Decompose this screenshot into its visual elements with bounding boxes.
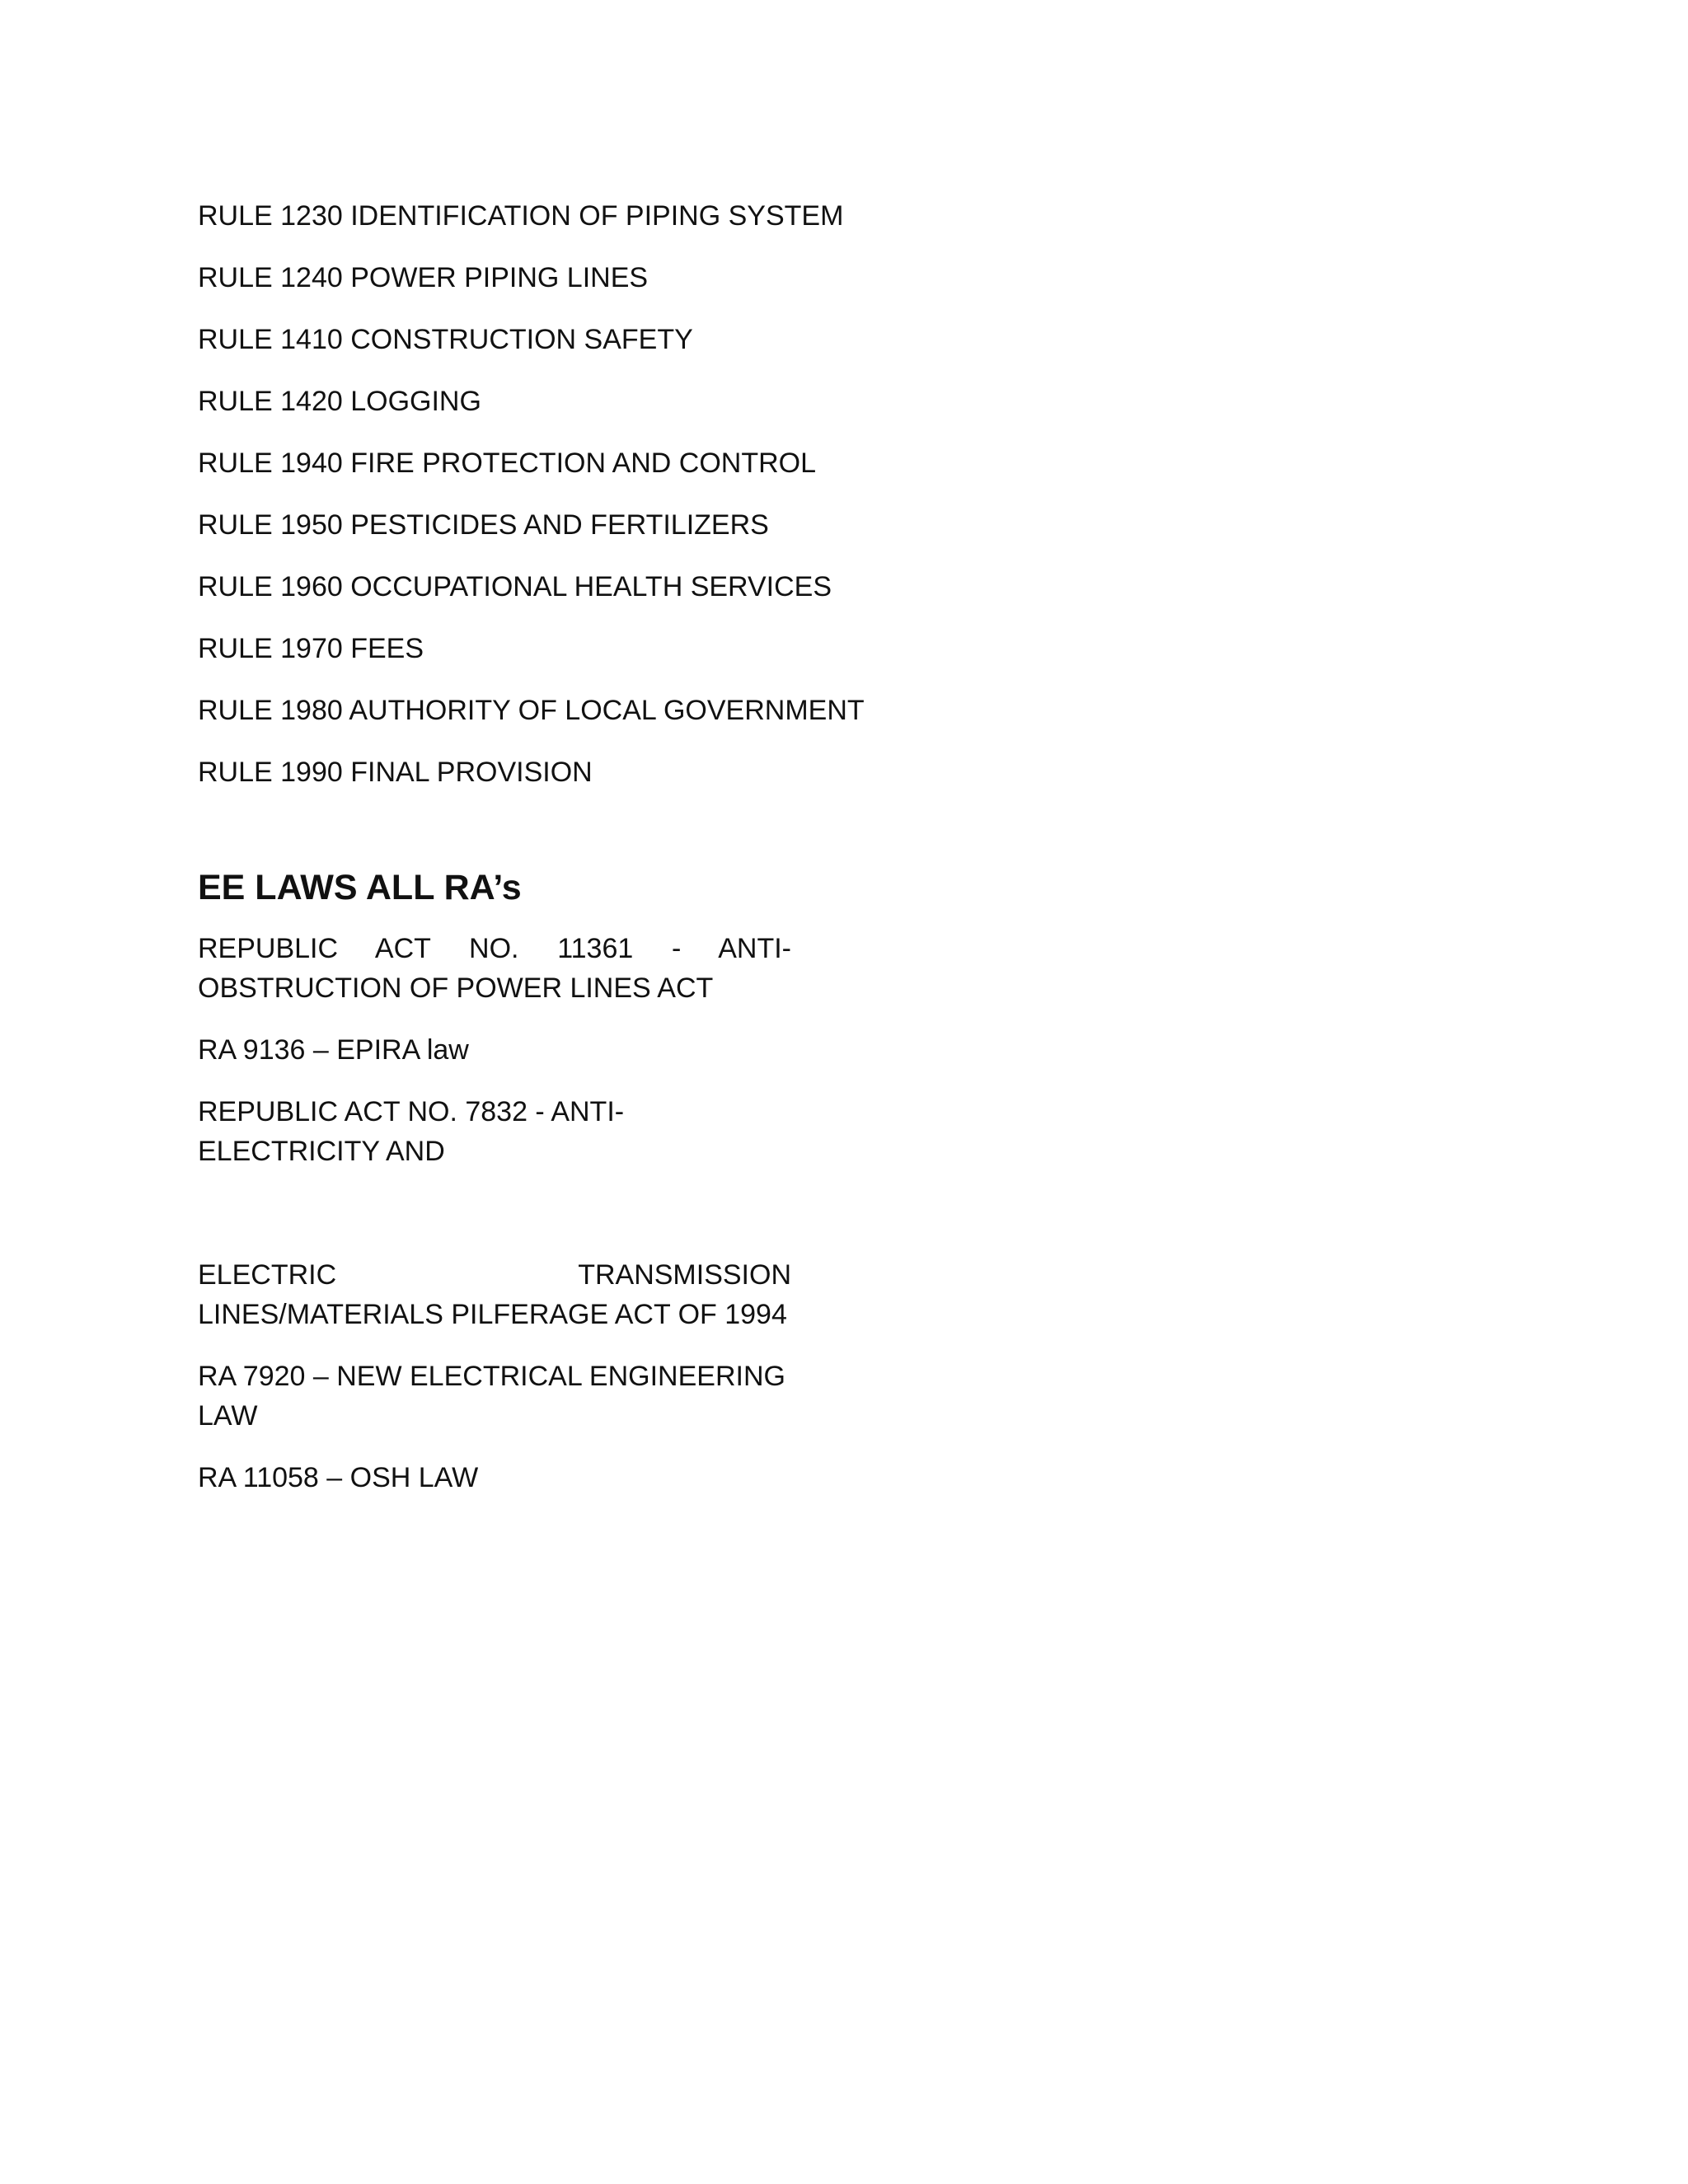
rule-1950: RULE 1950 PESTICIDES AND FERTILIZERS [198, 509, 769, 541]
rule-1420: RULE 1420 LOGGING [198, 386, 481, 417]
rule-1970: RULE 1970 FEES [198, 633, 424, 664]
law-ra-7920: RA 7920 – NEW ELECTRICAL ENGINEERING LAW [198, 1361, 785, 1432]
rule-1410: RULE 1410 CONSTRUCTION SAFETY [198, 324, 693, 355]
law-ra-7832-part2: ELECTRIC TRANSMISSION LINES/MATERIALS PILFERAGE ACT OF 1994 [198, 1259, 791, 1330]
rule-1960: RULE 1960 OCCUPATIONAL HEALTH SERVICES [198, 571, 832, 602]
blank-gap [198, 1193, 791, 1255]
rule-1980: RULE 1980 AUTHORITY OF LOCAL GOVERNMENT [198, 695, 865, 726]
rule-1240: RULE 1240 POWER PIPING LINES [198, 262, 649, 293]
law-ra-7832-part1: REPUBLIC ACT NO. 7832 - ANTI-ELECTRICITY AND [198, 1096, 625, 1167]
page-content [198, 196, 865, 1520]
rule-1230: RULE 1230 IDENTIFICATION OF PIPING SYSTEM [198, 200, 844, 232]
section-heading: EE LAWS ALL RA’s [198, 868, 522, 907]
rule-1990: RULE 1990 FINAL PROVISION [198, 757, 593, 788]
law-ra-9136: RA 9136 – EPIRA law [198, 1034, 469, 1066]
law-ra-11058: RA 11058 – OSH LAW [198, 1462, 479, 1493]
rule-1940: RULE 1940 FIRE PROTECTION AND CONTROL [198, 448, 817, 479]
law-ra-11361: REPUBLIC ACT NO. 11361 - ANTI-OBSTRUCTION OF POWER LINES ACT [198, 933, 791, 1004]
